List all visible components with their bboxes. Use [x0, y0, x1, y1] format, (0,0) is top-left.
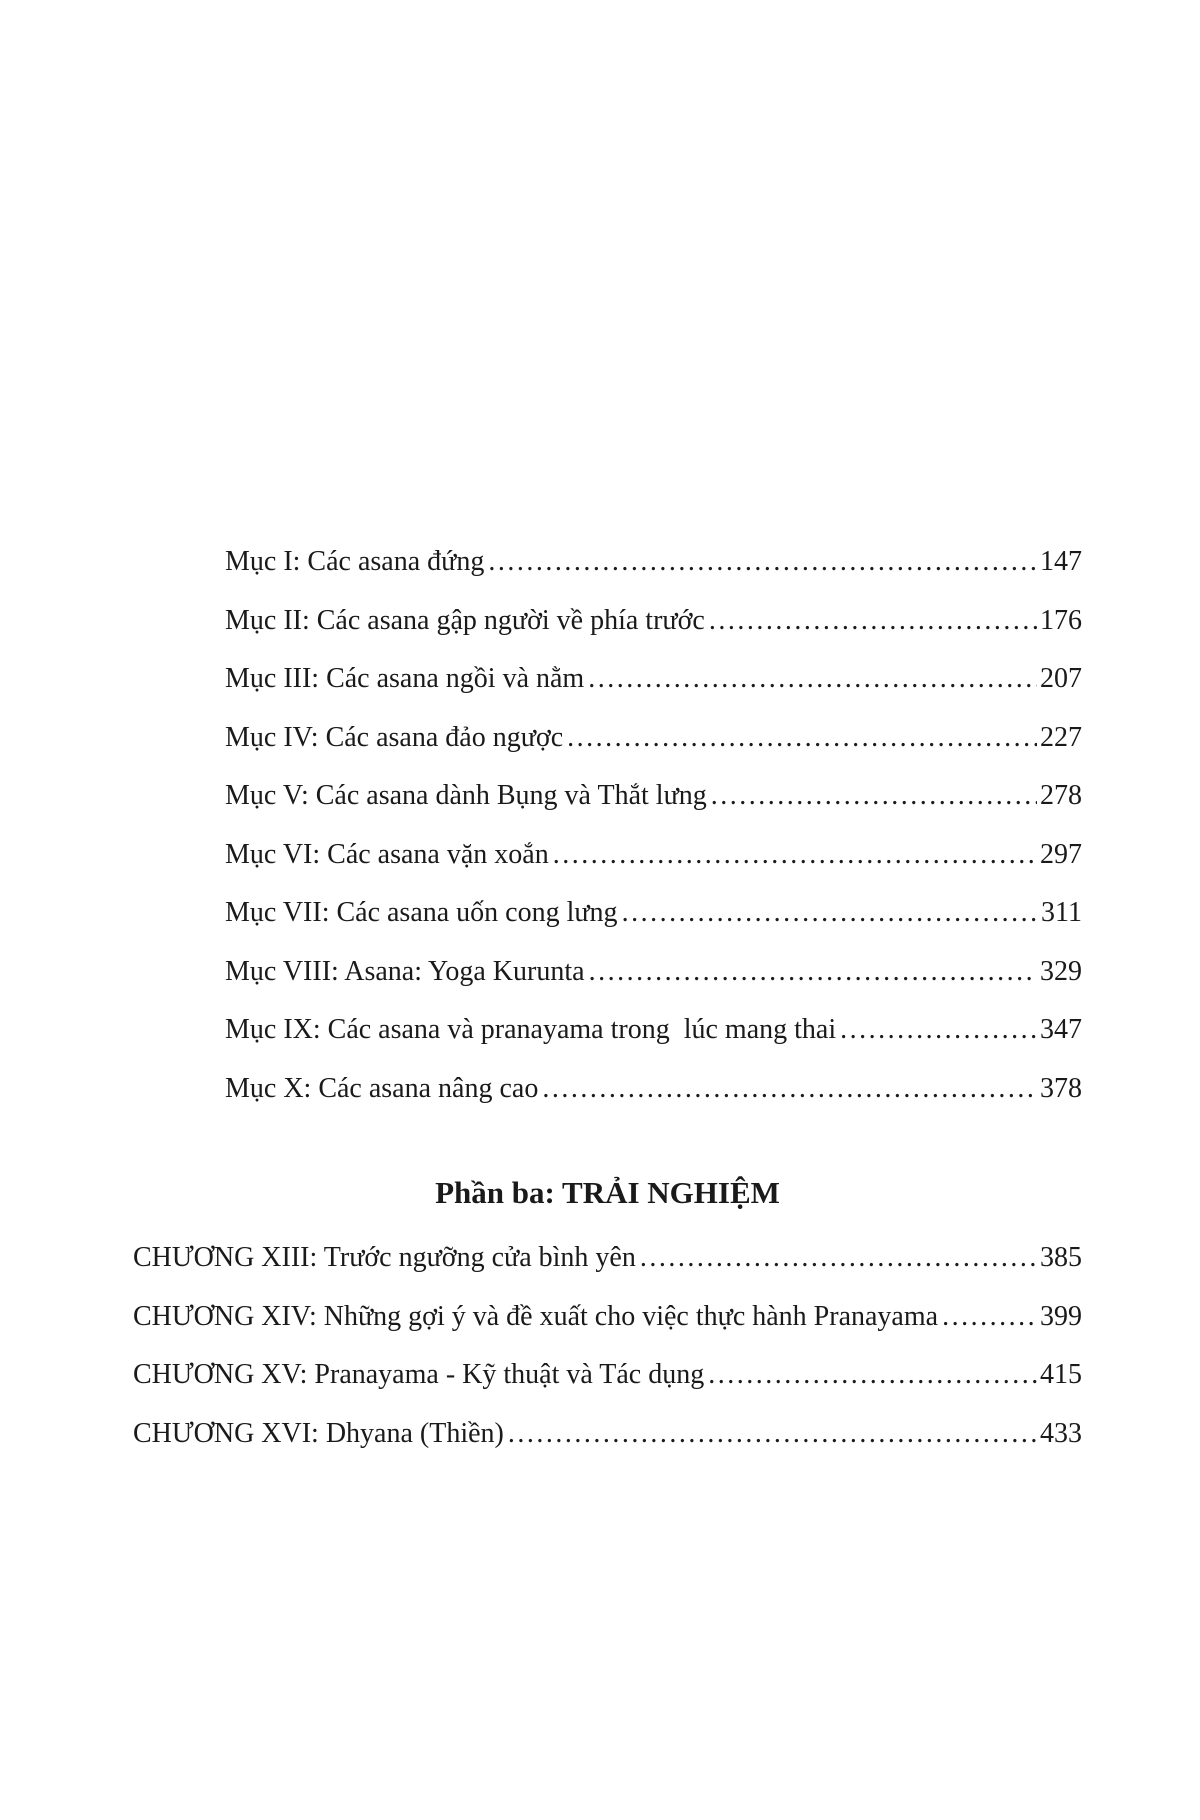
dot-leader — [588, 650, 1037, 709]
dot-leader — [640, 1229, 1037, 1288]
toc-entry — [133, 1346, 1082, 1405]
toc-entry — [133, 767, 1082, 826]
dot-leader — [942, 1288, 1037, 1347]
dot-leader — [589, 943, 1037, 1002]
toc-entry-label: CHƯƠNG XIII: Trước ngưỡng cửa bình yên — [133, 1242, 636, 1273]
toc-entry-page: 433 — [1040, 1417, 1082, 1449]
toc-entry-page: 399 — [1040, 1300, 1082, 1332]
toc-entry-label: Mục II: Các asana gập người về phía trước — [225, 604, 705, 636]
toc-entry — [133, 1229, 1082, 1288]
toc-entry — [133, 1405, 1082, 1464]
toc-entry-page: 297 — [1040, 838, 1082, 870]
toc-entry-page: 207 — [1040, 663, 1082, 694]
toc-entry-label: CHƯƠNG XVI: Dhyana (Thiền) — [133, 1417, 504, 1449]
toc-entry — [133, 1060, 1082, 1119]
toc-entry-label: CHƯƠNG XIV: Những gợi ý và đề xuất cho việc thực hành Pranayama — [133, 1300, 939, 1332]
toc-entry-page: 227 — [1040, 721, 1082, 753]
toc-entry-label: Mục VI: Các asana vặn xoắn — [225, 838, 549, 870]
dot-leader — [711, 767, 1037, 826]
toc-entry-label: Mục IV: Các asana đảo ngược — [225, 721, 564, 753]
toc-entry-label: Mục X: Các asana nâng cao — [225, 1072, 539, 1104]
toc-entry — [133, 943, 1082, 1002]
dot-leader — [542, 1060, 1037, 1119]
dot-leader — [553, 826, 1037, 885]
toc-entry — [133, 709, 1082, 768]
toc-chapter-list — [133, 1229, 1082, 1463]
toc-entry — [133, 1001, 1082, 1060]
toc-entry-page: 278 — [1040, 780, 1082, 811]
toc-entry — [133, 650, 1082, 709]
toc-entry — [133, 592, 1082, 651]
toc-entry-label: Mục V: Các asana dành Bụng và Thắt lưng — [225, 780, 707, 811]
dot-leader — [622, 884, 1037, 943]
toc-entry — [133, 826, 1082, 885]
toc-entry-label: Mục VIII: Asana: Yoga Kurunta — [225, 955, 585, 987]
table-of-contents — [133, 533, 1082, 1463]
toc-entry-label: Mục III: Các asana ngồi và nằm — [225, 663, 585, 694]
toc-entry-page: 415 — [1040, 1359, 1082, 1390]
toc-entry — [133, 1288, 1082, 1347]
toc-entry-page: 176 — [1040, 604, 1082, 636]
toc-entry-page: 385 — [1040, 1242, 1082, 1273]
toc-section-list — [133, 533, 1082, 1118]
dot-leader — [708, 1346, 1037, 1405]
toc-entry — [133, 533, 1082, 592]
toc-entry-page: 147 — [1040, 546, 1082, 577]
toc-entry — [133, 884, 1082, 943]
toc-entry-label: Mục I: Các asana đứng — [225, 546, 485, 577]
toc-entry-label: CHƯƠNG XV: Pranayama - Kỹ thuật và Tác dụng — [133, 1359, 705, 1390]
toc-entry-label: Mục VII: Các asana uốn cong lưng — [225, 897, 618, 928]
dot-leader — [840, 1001, 1037, 1060]
toc-entry-label: Mục IX: Các asana và pranayama trong lúc mang thai — [225, 1014, 837, 1045]
dot-leader — [508, 1405, 1037, 1464]
toc-entry-page: 347 — [1040, 1014, 1082, 1045]
dot-leader — [488, 533, 1037, 592]
part-heading: Phần ba: TRẢI NGHIỆM — [435, 1175, 780, 1210]
toc-entry-page: 378 — [1040, 1072, 1082, 1104]
toc-entry-page: 311 — [1041, 897, 1082, 928]
dot-leader — [567, 709, 1037, 768]
toc-entry-page: 329 — [1040, 955, 1082, 987]
dot-leader — [709, 592, 1037, 651]
